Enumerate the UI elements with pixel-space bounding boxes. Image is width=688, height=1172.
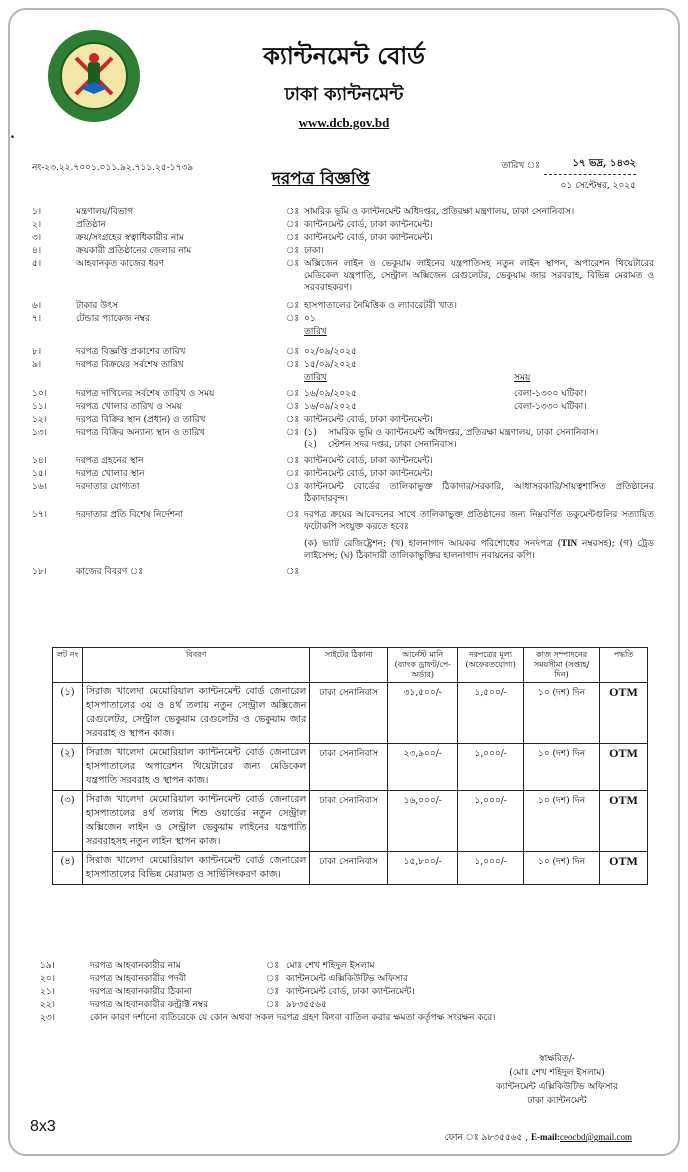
letterhead (10, 10, 678, 150)
list-item: ১৮। কাজের বিবরণ ঃ ঃ (32, 567, 300, 577)
page-code: 8x3 (30, 1118, 56, 1135)
date-block (501, 156, 636, 193)
signatory-name: (মোঃ শেখ শহিদুল ইসলাম) (509, 1068, 605, 1078)
email-link[interactable]: ceocbd@gmail.com (559, 1132, 632, 1142)
memo-number: নং-২৩.২২.৭০০১.০১১.৯২.৭১১.২৫-১৭৩৯ (32, 163, 194, 173)
column-header: দরপত্রের মূল্য (অফেরতযোগ্য) (458, 648, 524, 683)
list-item: ১৩। দরপত্র বিক্রির অন্যান্য স্থান ও তারিখ ঃ (১) সামরিক ভূমি ও ক্যান্টনমেন্ট অধিদপ্তর, প্রতিরক্ষা মন্ত্রণালয়, ঢাকা সেনানিবাস। (২) স্টেশন সদর দপ্তর, ঢাকা সেনানিবাস। (32, 427, 654, 451)
table-row: (২) সিরাজ খালেদা মেমোরিয়াল ক্যান্টনমেন্ট বোর্ড জেনারেল হাসপাতালের অপারেশন থিয়েটারের জন্য মেডিকেল যন্ত্রপাতি সরবরাহ ও স্থাপন কাজ। ঢাকা সেনানিবাস ২৩,৯০০/- ১,০০০/- ১০ (দশ) দিন OTM (53, 744, 648, 791)
date-english: ০১ সেপ্টেম্বর, ২০২৫ (560, 181, 636, 191)
date-heading-2: তারিখ (304, 373, 327, 383)
list-item: ১২। দরপত্র বিক্রির স্থান (প্রধান) ও তারিখ ঃ ক্যান্টনমেন্ট বোর্ড, ঢাকা ক্যান্টনমেন্ট। (32, 415, 433, 425)
list-item: ২০। দরপত্র আহবানকারীর পদবী ঃ ক্যান্টনমেন্ট এক্সিকিউটিভ অফিসার (40, 974, 408, 984)
date-bangla: ১৭ ভদ্র, ১৪৩২ (544, 156, 636, 175)
list-item: ১৯। দরপত্র আহবানকারীর নাম ঃ মোঃ শেখ শহিদুল ইসলাম (40, 961, 375, 971)
date-label: তারিখ ঃ (501, 161, 540, 171)
date-column-heading-row (32, 326, 654, 338)
list-item: ৩। ক্রয়/সংগ্রহের স্বত্বাধিকারীর নাম ঃ ক্যান্টনমেন্ট বোর্ড, ঢাকা ক্যান্টনমেন্ট। (32, 233, 433, 243)
list-item: ১৭। দরদাতার প্রতি বিশেষ নির্দেশনা ঃ দরপত্র ক্রয়ের আবেদনের সাথে তালিকাভুক্ত প্রতিষ্ঠানের জন্য নিম্নবর্ণিত ডকুমেন্টগুলির সত্যায়িত ফটোকপি সংযুক্ত করতে হবেঃ (ক) ভ্যাট রেজিষ্ট্রেশন; (খ) হালনাগাদ আয়কর পরিশোধের সনদপত্র (TIN নম্বরসহ); (গ) ট্রেড লাইসেন্স; (ঘ) ঠিকাদারী তালিকাভুক্তির হালনাগাদ নবায়নের কপি। (32, 510, 654, 561)
column-header: পদ্ধতি (600, 648, 648, 683)
list-item: ২। প্রতিষ্ঠান ঃ ক্যান্টনমেন্ট বোর্ড, ঢাকা ক্যান্টনমেন্ট। (32, 220, 433, 230)
list-item: ২৩। কোন কারণ দর্শানো ব্যতিরেকে যে কোন অথবা সকল দরপত্র গ্রহণ কিংবা বাতিল করার ক্ষমতা কর্তৃপক্ষ সংরক্ষন করে। (40, 1013, 496, 1023)
column-header: কাজ সম্পাদনের সময়সীমা (সপ্তাহ/দিন) (524, 648, 600, 683)
list-item: ১৫। দরপত্র খোলার স্থান ঃ ক্যান্টনমেন্ট বোর্ড, ঢাকা ক্যান্টনমেন্ট। (32, 469, 433, 479)
signatory-office: ঢাকা ক্যান্টনমেন্ট (527, 1096, 587, 1106)
time-heading: সময় (514, 373, 531, 383)
website-link[interactable]: www.dcb.gov.bd (298, 115, 390, 130)
date-column-heading: তারিখ (304, 327, 327, 337)
phone-text: ফোন ঃ ৯৮৩৫৫৬৫ , (444, 1133, 531, 1143)
list-item: ২২। দরপত্র আহবানকারীর কন্ট্রাক্ট নম্বর ঃ ৯৮৩৫৫৬৫ (40, 1000, 327, 1010)
side-mark: . (10, 126, 15, 142)
list-item: ২১। দরপত্র আহবানকারীর ঠিকানা ঃ ক্যান্টনমেন্ট বোর্ড, ঢাকা ক্যান্টনমেন্ট। (40, 987, 415, 997)
list-item: ১১। দরপত্র খোলার তারিখ ও সময় ঃ ১৬/০৯/২০২৫ বেলা-১৩৩০ ঘটিকা। (32, 402, 587, 412)
issuer-details (40, 960, 660, 1025)
tender-notice-page (8, 8, 680, 1156)
table-header-row (53, 648, 648, 683)
list-item: ৭। টেন্ডার প্যাকেজ নম্বর ঃ ০১ (32, 314, 316, 324)
column-header: লট নং (53, 648, 83, 683)
table-row: (৪) সিরাজ খালেদা মেমোরিয়াল ক্যান্টনমেন্ট বোর্ড জেনারেল হাসপাতালের বিভিন্ন মেরামত ও সার্ভিসিংকরণ কাজ। ঢাকা সেনানিবাস ১৫,৮০০/- ১,০০০/- ১০ (দশ) দিন OTM (53, 852, 648, 885)
signed-mark: স্বাক্ষরিত/- (539, 1054, 575, 1064)
list-item: ৮। দরপত্র বিজ্ঞপ্তি প্রকাশের তারিখ ঃ ০২/০৯/২০২৫ (32, 347, 357, 357)
list-item: ৯। দরপত্র বিক্রয়ের সর্বশেষ তারিখ ঃ ১৫/০৯/২০২৫ (32, 360, 357, 370)
required-documents: (ক) ভ্যাট রেজিষ্ট্রেশন; (খ) হালনাগাদ আয়কর পরিশোধের সনদপত্র (TIN নম্বরসহ); (গ) ট্রেড লাইসেন্স; (ঘ) ঠিকাদারী তালিকাভুক্তির হালনাগাদ নবায়নের কপি। (304, 538, 654, 561)
organization-heading (10, 38, 678, 131)
signatory-designation: ক্যান্টনমেন্ট এক্সিকিউটিভ অফিসার (496, 1082, 618, 1092)
list-item: ১। মন্ত্রণালয়/বিভাগ ঃ সামরিক ভূমি ও ক্যান্টনমেন্ট অধিদপ্তর, প্রতিরক্ষা মন্ত্রণালয়, ঢাকা সেনানিবাস। (32, 207, 575, 217)
column-header: সাইটের ঠিকানা (310, 648, 388, 683)
table-row: (১) সিরাজ খালেদা মেমোরিয়াল ক্যান্টনমেন্ট বোর্ড জেনারেল হাসপাতালের ৩য় ও ৪র্থ তলায় নতুন সেন্ট্রাল অক্সিজেন রেগুলেটর, সেন্ট্রাল ভেকুয়াম রেগুলেটর ও ভেকুয়াম জার সরবরাহ ও স্থাপন কাজ। ঢাকা সেনানিবাস ৩১,৫০০/- ১,৫০০/- ১০ (দশ) দিন OTM (53, 683, 648, 744)
sub-item: (১) সামরিক ভূমি ও ক্যান্টনমেন্ট অধিদপ্তর, প্রতিরক্ষা মন্ত্রণালয়, ঢাকা সেনানিবাস। (304, 428, 599, 438)
sub-item: (২) স্টেশন সদর দপ্তর, ঢাকা সেনানিবাস। (304, 440, 457, 450)
list-item: ৬। টাকার উৎস ঃ হাসপাতালের নৈমিত্তিক ও ল্যাবরেটরী খাত। (32, 301, 458, 311)
list-item: ১৪। দরপত্র গ্রহনের স্থান ঃ ক্যান্টনমেন্ট বোর্ড, ঢাকা ক্যান্টনমেন্ট। (32, 456, 433, 466)
signature-block (496, 1052, 618, 1108)
list-item: ৪। ক্রয়কারী প্রতিষ্ঠানের জেলার নাম ঃ ঢাকা। (32, 246, 324, 256)
organization-name: ক্যান্টনমেন্ট বোর্ড (263, 41, 425, 70)
list-item: ৫। আহবানকৃত কাজের ধরণ ঃ অক্সিজেন লাইন ও ভেকুয়াম লাইনের যন্ত্রপাতিসহ নতুন লাইন স্থাপন, অপারেশন থিয়েটারের মেডিকেল যন্ত্রপাতি, সেন্ট্রাল অক্সিজেন রেগুলেটর, ভেকুয়াম জার সরবরাহ, বিভিন্ন মেরামত ও সরবরাহকরণ। (32, 259, 654, 293)
table-row: (৩) সিরাজ খালেদা মেমোরিয়াল ক্যান্টনমেন্ট বোর্ড জেনারেল হাসপাতালের ৪র্থ তলায় শিশু ওয়ার্ডের নতুন সেন্ট্রাল অক্সিজেন লাইন ও সেন্ট্রাল ভেকুয়াম লাইনের যন্ত্রপাতি সরবরাহসহ নতুন লাইন স্থাপন কাজ। ঢাকা সেনানিবাস ১৬,০০০/- ১,০০০/- ১০ (দশ) দিন OTM (53, 791, 648, 852)
list-item: ১০। দরপত্র দাখিলের সর্বশেষ তারিখ ও সময় ঃ ১৬/০৯/২০২৫ বেলা-১৩০০ ঘটিকা। (32, 389, 587, 399)
column-header: বিবরণ (82, 648, 309, 683)
email-label: E-mail: (530, 1132, 560, 1142)
date-time-heading-row (32, 372, 654, 384)
list-item: ১৬। দরদাতার যোগ্যতা ঃ ক্যান্টনমেন্ট বোর্ডের তালিকাভুক্ত ঠিকাদার/সরকারি, আধাসরকারি/সায়ত্বশাসিত প্রতিষ্ঠানের ঠিকাদারবৃন্দ। (32, 482, 654, 504)
instruction-text: দরপত্র ক্রয়ের আবেদনের সাথে তালিকাভুক্ত প্রতিষ্ঠানের জন্য নিম্নবর্ণিত ডকুমেন্টগুলির সত্যায়িত ফটোকপি সংযুক্ত করতে হবেঃ (304, 510, 654, 532)
notice-items (32, 206, 654, 579)
column-header: আর্নেস্ট মানি (ব্যাংক ড্রাফট/পে-অর্ডার) (388, 648, 458, 683)
notice-title: দরপত্র বিজ্ঞপ্তি (272, 169, 370, 189)
organization-location: ঢাকা ক্যান্টনমেন্ট (284, 84, 404, 105)
contact-line (445, 1130, 632, 1145)
lots-table (52, 647, 648, 885)
